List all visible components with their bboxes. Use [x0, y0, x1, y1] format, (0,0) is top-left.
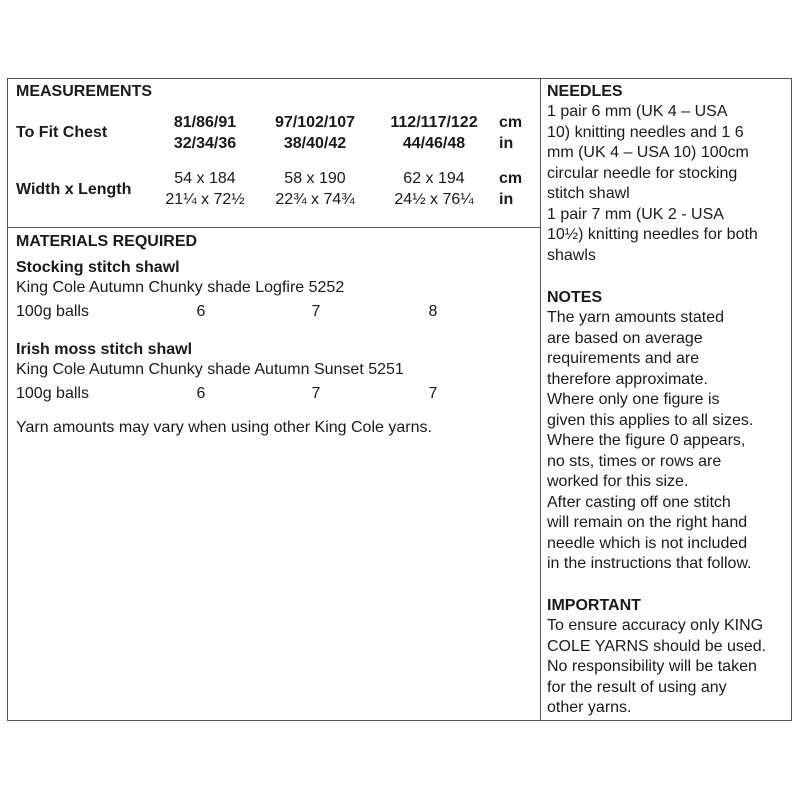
stocking-amount-1: 6 [196, 303, 206, 320]
needles-line: mm (UK 4 – USA 10) 100cm [547, 144, 749, 161]
stocking-balls-label: 100g balls [16, 303, 89, 320]
needles-text [547, 102, 787, 266]
important-line: No responsibility will be taken [547, 658, 757, 675]
important-line: for the result of using any [547, 678, 727, 696]
important-line: COLE YARNS should be used. [547, 637, 767, 655]
wl-size-3-in: 24½ x 76¼ [394, 191, 474, 208]
wl-unit-cm: cm [499, 170, 523, 187]
row-divider [7, 227, 541, 228]
materials-heading: MATERIALS REQUIRED [16, 233, 198, 250]
notes-line: The yarn amounts stated [547, 309, 724, 326]
irish-yarn: King Cole Autumn Chunky shade Autumn Sunset 5251 [16, 361, 404, 378]
needles-line: shawls [547, 246, 596, 264]
notes-line: no sts, times or rows are [547, 452, 722, 470]
irish-amount-1: 6 [196, 385, 206, 402]
chest-size-2-in: 38/40/42 [283, 135, 347, 152]
needles-line: 10) knitting needles and 1 6 [547, 123, 744, 141]
stocking-title: Stocking stitch shawl [16, 259, 180, 276]
chest-size-3-in: 44/46/48 [402, 135, 466, 152]
important-heading: IMPORTANT [547, 597, 641, 614]
chest-size-1-in: 32/34/36 [173, 135, 237, 152]
wl-size-1-cm: 54 x 184 [174, 170, 236, 187]
notes-line: given this applies to all sizes. [547, 411, 754, 429]
wl-unit-in: in [499, 191, 514, 208]
notes-line: are based on average [547, 329, 703, 347]
width-length-label: Width x Length [16, 181, 132, 198]
stocking-amount-2: 7 [311, 303, 321, 320]
needles-line: 1 pair 7 mm (UK 2 - USA [547, 205, 724, 223]
notes-line: Where only one figure is [547, 391, 720, 408]
stocking-amount-3: 8 [428, 303, 438, 320]
notes-heading: NOTES [547, 289, 603, 306]
stocking-yarn: King Cole Autumn Chunky shade Logfire 5252 [16, 279, 345, 296]
materials-note: Yarn amounts may vary when using other King Cole yarns. [16, 419, 432, 436]
chest-size-3-cm: 112/117/122 [390, 114, 478, 131]
needles-line: stitch shawl [547, 185, 630, 202]
column-divider [540, 78, 541, 721]
notes-line: needle which is not included [547, 534, 748, 552]
needles-line: circular needle for stocking [547, 164, 738, 182]
irish-title: Irish moss stitch shawl [16, 341, 193, 358]
notes-line: After casting off one stitch [547, 493, 731, 511]
notes-line: worked for this size. [547, 473, 689, 490]
notes-line: requirements and are [547, 350, 700, 367]
measurements-heading: MEASUREMENTS [16, 83, 153, 100]
needles-heading: NEEDLES [547, 83, 623, 100]
wl-size-1-in: 21¼ x 72½ [165, 191, 245, 208]
chest-size-1-cm: 81/86/91 [173, 114, 237, 131]
important-line: To ensure accuracy only KING [547, 617, 764, 634]
notes-line: therefore approximate. [547, 370, 708, 388]
notes-text [547, 308, 787, 575]
chest-unit-cm: cm [499, 114, 523, 131]
irish-amount-2: 7 [311, 385, 321, 402]
important-text [547, 616, 787, 719]
needles-line: 1 pair 6 mm (UK 4 – USA [547, 103, 728, 120]
irish-amount-3: 7 [428, 385, 438, 402]
notes-line: will remain on the right hand [547, 514, 748, 531]
chest-unit-in: in [499, 135, 514, 152]
wl-size-2-in: 22¾ x 74¾ [275, 191, 355, 208]
important-line: other yarns. [547, 699, 632, 716]
wl-size-2-cm: 58 x 190 [284, 170, 346, 187]
needles-line: 10½) knitting needles for both [547, 226, 758, 243]
wl-size-3-cm: 62 x 194 [403, 170, 465, 187]
irish-balls-label: 100g balls [16, 385, 89, 402]
notes-line: in the instructions that follow. [547, 555, 752, 572]
chest-size-2-cm: 97/102/107 [274, 114, 356, 131]
notes-line: Where the figure 0 appears, [547, 432, 746, 449]
chest-label: To Fit Chest [16, 124, 108, 141]
